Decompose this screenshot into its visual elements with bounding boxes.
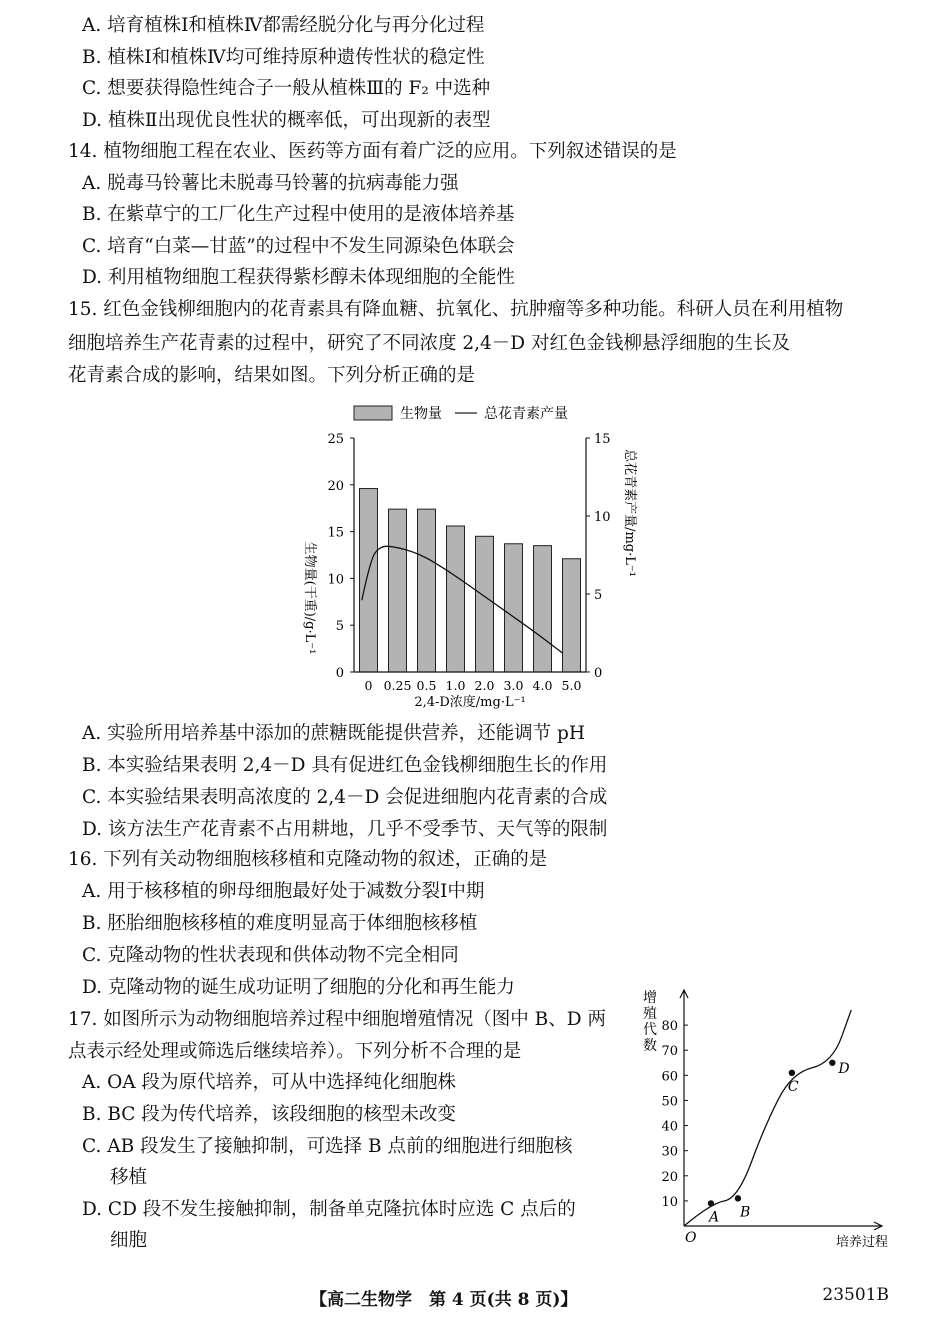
y-axis-label-right: 总花青素产量/mg·L⁻¹ (622, 449, 637, 577)
y-tick-label-left: 15 (327, 525, 344, 541)
bar-biomass (418, 509, 436, 672)
y-tick-label-left: 10 (327, 572, 344, 588)
q17-chart (632, 980, 894, 1255)
q14-option-d: D. 利用植物细胞工程获得紫杉醇未体现细胞的全能性 (82, 267, 515, 288)
y-tick-label: 60 (661, 1069, 678, 1085)
x-tick-label: 0.5 (416, 678, 437, 693)
q17-option-c-cont: 移植 (110, 1167, 148, 1188)
y-tick-label: 80 (661, 1019, 678, 1035)
y-axis-label-char: 数 (643, 1038, 657, 1054)
bar-biomass (360, 489, 378, 672)
q14-option-a: A. 脱毒马铃薯比未脱毒马铃薯的抗病毒能力强 (82, 173, 459, 194)
q17-option-d-cont: 细胞 (110, 1230, 148, 1251)
q17-stem-line-1: 17. 如图所示为动物细胞培养过程中细胞增殖情况（图中 B、D 两 (68, 1009, 606, 1030)
x-axis-label: 2,4-D浓度/mg·L⁻¹ (414, 695, 526, 710)
point-label-b: B (739, 1204, 751, 1221)
q17-option-d: D. CD 段不发生接触抑制，制备单克隆抗体时应选 C 点后的 (82, 1199, 576, 1220)
bar-biomass (534, 546, 552, 672)
point-label-a: A (708, 1209, 720, 1226)
point-label-d: D (838, 1060, 850, 1077)
q14-option-b: B. 在紫草宁的工厂化生产过程中使用的是液体培养基 (82, 204, 515, 225)
y-tick-label: 40 (661, 1119, 678, 1135)
q16-stem: 16. 下列有关动物细胞核移植和克隆动物的叙述，正确的是 (68, 849, 548, 870)
bar-biomass (563, 559, 581, 672)
y-tick-label: 70 (661, 1044, 678, 1060)
q13-option-d: D. 植株Ⅱ出现优良性状的概率低，可出现新的表型 (82, 110, 491, 131)
q15-stem-line-3: 花青素合成的影响，结果如图。下列分析正确的是 (68, 365, 476, 386)
q14-stem: 14. 植物细胞工程在农业、医药等方面有着广泛的应用。下列叙述错误的是 (68, 141, 677, 162)
q15-option-c: C. 本实验结果表明高浓度的 2,4－D 会促进细胞内花青素的合成 (82, 787, 608, 808)
q16-option-b: B. 胚胎细胞核移植的难度明显高于体细胞核移植 (82, 913, 478, 934)
proliferation-curve (684, 1010, 851, 1226)
y-tick-label-right: 0 (594, 666, 603, 681)
y-tick-label-right: 15 (594, 432, 611, 447)
bar-biomass (389, 509, 407, 672)
x-tick-label: 4.0 (532, 678, 553, 693)
x-tick-label: 0 (364, 678, 373, 693)
y-axis-label (643, 990, 657, 1054)
x-axis-label: 培养过程 (835, 1235, 888, 1250)
exam-code: 23501B (822, 1285, 889, 1305)
y-axis-label-char: 代 (643, 1022, 657, 1038)
y-tick-label-left: 20 (327, 478, 344, 494)
point-label-c: C (787, 1078, 799, 1095)
y-axis-label-char: 殖 (643, 1006, 657, 1022)
q17-option-a: A. OA 段为原代培养，可从中选择纯化细胞株 (82, 1072, 457, 1093)
q15-option-a: A. 实验所用培养基中添加的蔗糖既能提供营养，还能调节 pH (82, 723, 585, 744)
legend-label-anthocyanin: 总花青素产量 (484, 406, 568, 422)
y-tick-label-left: 5 (335, 619, 344, 635)
q15-stem-line-1: 15. 红色金钱柳细胞内的花青素具有降血糖、抗氧化、抗肿瘤等多种功能。科研人员在利用植物 (68, 299, 844, 320)
q15-option-d: D. 该方法生产花青素不占用耕地，几乎不受季节、天气等的限制 (82, 819, 608, 840)
bar-biomass (505, 544, 523, 672)
x-tick-label: 0.25 (383, 678, 412, 693)
q16-option-d: D. 克隆动物的诞生成功证明了细胞的分化和再生能力 (82, 977, 515, 998)
x-tick-label: 3.0 (503, 678, 524, 693)
y-tick-label-left: 0 (335, 666, 344, 681)
y-tick-label: 50 (661, 1094, 678, 1110)
q16-option-c: C. 克隆动物的性状表现和供体动物不完全相同 (82, 945, 459, 966)
x-tick-label: 2.0 (474, 678, 495, 693)
q15-chart (292, 398, 642, 718)
q14-option-c: C. 培育“白菜—甘蓝”的过程中不发生同源染色体联会 (82, 236, 515, 257)
bar-biomass (476, 536, 494, 672)
x-tick-label: 5.0 (561, 678, 582, 693)
q16-option-a: A. 用于核移植的卵母细胞最好处于减数分裂Ⅰ中期 (82, 881, 485, 902)
q17-option-b: B. BC 段为传代培养，该段细胞的核型未改变 (82, 1104, 456, 1125)
y-tick-label-left: 25 (327, 432, 344, 447)
q17-stem-line-2: 点表示经处理或筛选后继续培养）。下列分析不合理的是 (68, 1041, 522, 1062)
legend-swatch-biomass (354, 406, 392, 420)
y-tick-label: 10 (661, 1194, 678, 1210)
q15-option-b: B. 本实验结果表明 2,4－D 具有促进红色金钱柳细胞生长的作用 (82, 755, 608, 776)
page-footer: 【高二生物学 第 4 页(共 8 页)】 (310, 1290, 578, 1310)
y-tick-label: 30 (661, 1144, 678, 1160)
y-axis-label-left: 生物量(干重)/g·L⁻¹ (302, 541, 317, 655)
y-tick-label: 20 (661, 1169, 678, 1185)
point-d (829, 1060, 835, 1066)
x-tick-label: 1.0 (445, 678, 466, 693)
y-tick-label-right: 5 (594, 588, 603, 603)
point-c (789, 1070, 795, 1076)
legend-label-biomass: 生物量 (400, 406, 442, 422)
point-b (735, 1195, 741, 1201)
chart-legend (354, 405, 568, 422)
point-a (708, 1200, 714, 1206)
q17-option-c: C. AB 段发生了接触抑制，可选择 B 点前的细胞进行细胞核 (82, 1136, 573, 1157)
q15-stem-line-2: 细胞培养生产花青素的过程中，研究了不同浓度 2,4－D 对红色金钱柳悬浮细胞的生长及 (68, 333, 791, 354)
q13-option-c: C. 想要获得隐性纯合子一般从植株Ⅲ的 F₂ 中选种 (82, 78, 491, 99)
y-tick-label-right: 10 (594, 510, 611, 525)
q13-option-b: B. 植株Ⅰ和植株Ⅳ均可维持原种遗传性状的稳定性 (82, 47, 485, 68)
y-axis-label-char: 增 (643, 990, 657, 1006)
origin-label: O (685, 1230, 697, 1246)
q13-option-a: A. 培育植株Ⅰ和植株Ⅳ都需经脱分化与再分化过程 (82, 15, 485, 36)
bar-biomass (447, 526, 465, 672)
